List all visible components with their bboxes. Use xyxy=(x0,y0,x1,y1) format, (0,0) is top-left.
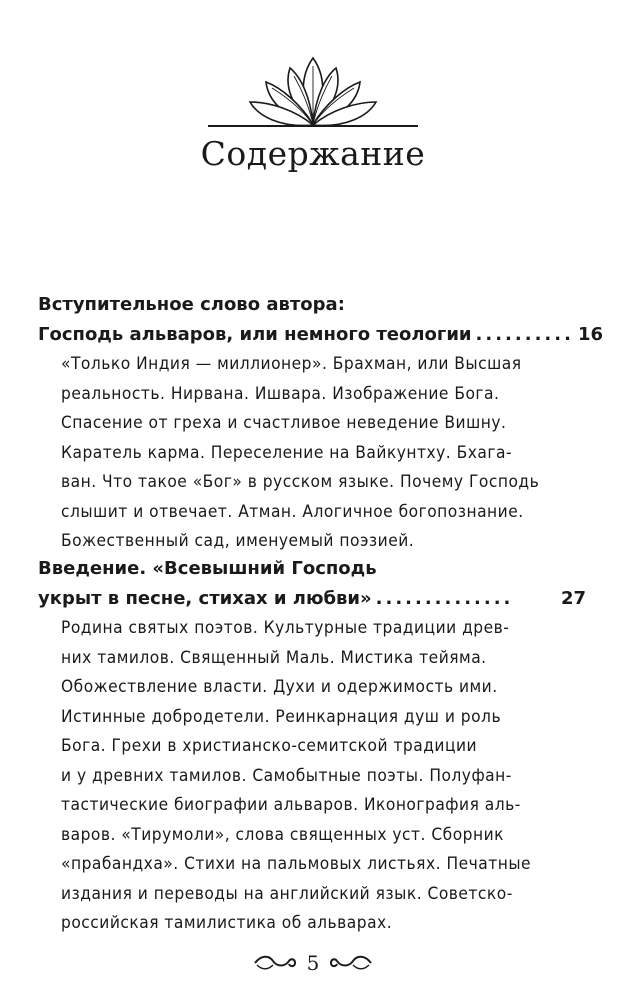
description-line: слышит и отвечает. Атман. Алогичное богопознание. xyxy=(61,501,524,522)
entry-description xyxy=(61,614,586,939)
table-of-contents-continued xyxy=(38,554,586,939)
entry-page-number: 16 xyxy=(577,324,603,345)
scroll-flourish-icon xyxy=(253,955,297,971)
description-line: тастические биографии альваров. Иконография аль- xyxy=(61,795,521,815)
description-line: «прабандха». Стихи на пальмовых листьях. Печатные xyxy=(61,854,532,874)
description-line: Каратель карма. Переселение на Вайкунтху. Бхага- xyxy=(61,442,513,463)
dot-leader: .......... xyxy=(475,324,574,345)
description-line: и у древних тамилов. Самобытные поэты. Полуфан- xyxy=(61,765,512,786)
description-line: Родина святых поэтов. Культурные традиции древ- xyxy=(61,618,510,638)
header-ornament xyxy=(0,48,626,138)
entry-heading-line: Вступительное слово автора: xyxy=(38,294,345,315)
description-line: «Только Индия — миллионер». Брахман, или Высшая xyxy=(61,354,522,374)
scroll-flourish-icon xyxy=(329,955,373,971)
entry-heading-last-line xyxy=(38,584,586,614)
description-line: российская тамилистика об альварах. xyxy=(61,913,393,933)
entry-heading xyxy=(38,290,603,350)
entry-description xyxy=(61,350,586,557)
toc-entry xyxy=(38,554,586,939)
page-number: 5 xyxy=(306,951,320,975)
page-footer xyxy=(0,951,626,975)
entry-heading-line: укрыт в песне, стихах и любви» xyxy=(38,588,372,609)
lotus-icon xyxy=(0,48,626,138)
entry-heading-last-line xyxy=(38,320,603,350)
description-line: издания и переводы на английский язык. Советско- xyxy=(61,883,513,904)
description-line: Истинные добродетели. Реинкарнация душ и роль xyxy=(61,706,502,727)
table-of-contents xyxy=(38,290,603,557)
dot-leader: .............. xyxy=(375,588,514,609)
description-line: Обожествление власти. Духи и одержимость ими. xyxy=(61,677,498,697)
entry-page-number: 27 xyxy=(560,588,586,609)
toc-entry xyxy=(38,290,603,557)
description-line: Спасение от греха и счастливое неведение Вишну. xyxy=(61,413,507,433)
entry-heading xyxy=(38,554,586,614)
page-title: Содержание xyxy=(200,134,426,173)
description-line: Бога. Грехи в христианско-семитской традиции xyxy=(61,736,478,756)
description-line: них тамилов. Священный Маль. Мистика тейяма. xyxy=(61,647,487,668)
description-line: варов. «Тирумоли», слова священных уст. Сборник xyxy=(61,824,504,845)
entry-heading-line: Господь альваров, или немного теологии xyxy=(38,324,472,345)
description-line: Божественный сад, именуемый поэзией. xyxy=(61,531,415,551)
entry-heading-line: Введение. «Всевышний Господь xyxy=(38,558,377,579)
description-line: ван. Что такое «Бог» в русском языке. Почему Господь xyxy=(61,472,540,492)
description-line: реальность. Нирвана. Ишвара. Изображение Бога. xyxy=(61,383,500,404)
